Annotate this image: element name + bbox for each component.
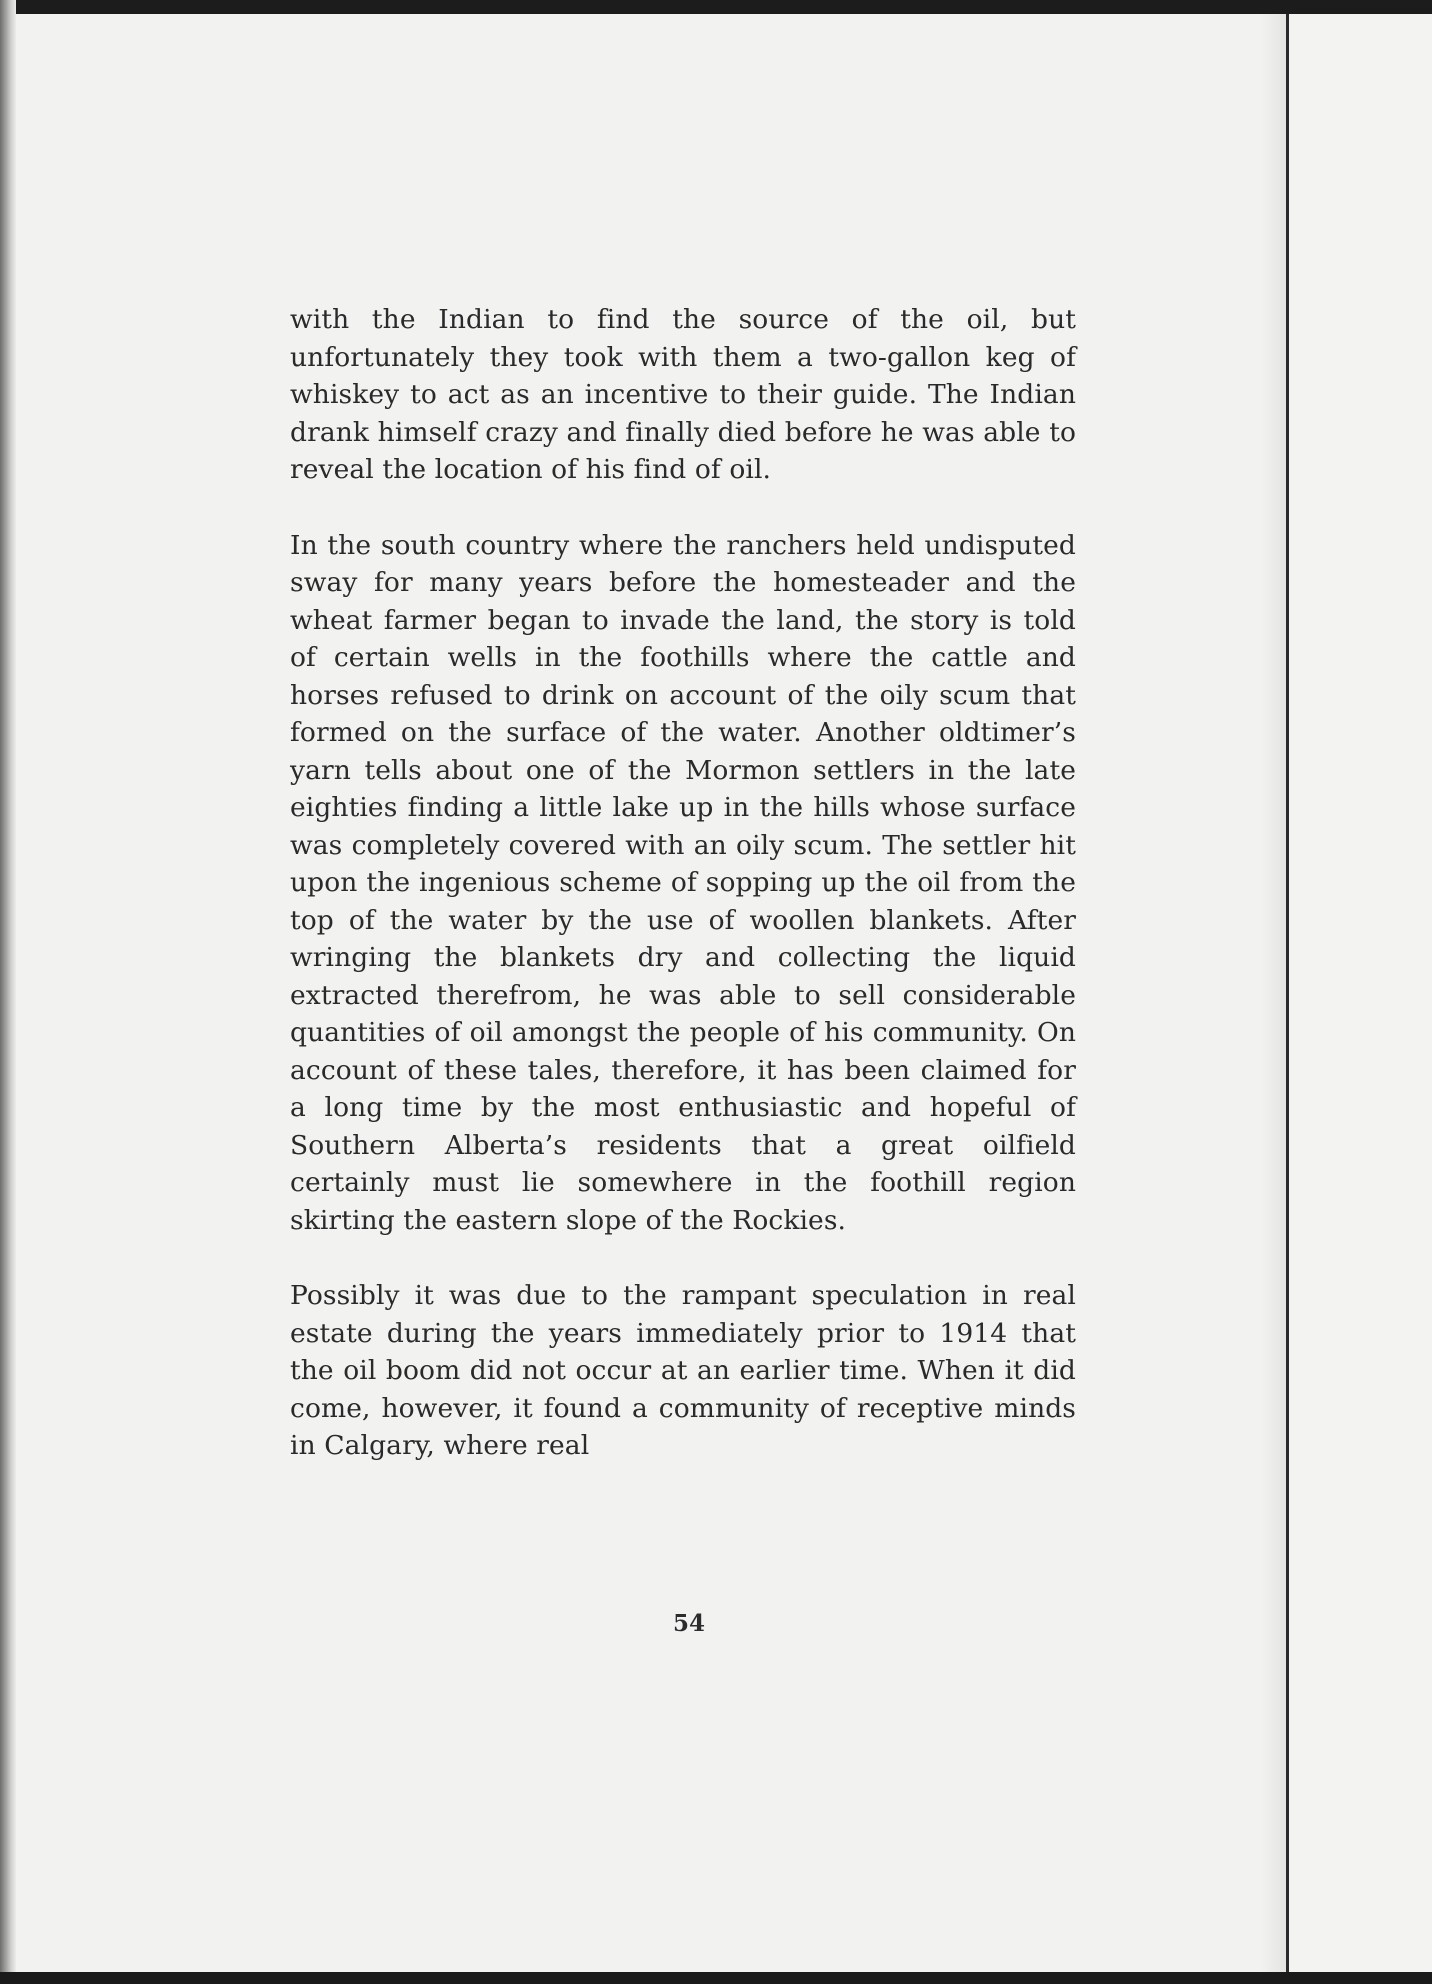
adjacent-page-edge bbox=[1289, 14, 1432, 1972]
scan-bottom-border bbox=[0, 1972, 1432, 1984]
book-spine-edge bbox=[0, 0, 16, 1984]
paragraph-1: with the Indian to find the source of the oil, but unfortunately they took with them a two-gallon keg of whiskey to act as an incentive to their guide. The Indian drank himself crazy and finally died before he was able to reveal the location of his find of oil. bbox=[290, 304, 1076, 485]
page-gutter-shadow bbox=[1260, 14, 1286, 1972]
scan-top-border bbox=[0, 0, 1432, 14]
paragraph-3: Possibly it was due to the rampant speculation in real estate during the years immediately prior to 1914 that the oil boom did not occur at an earlier time. When it did come, however, it found a community of receptive minds in Calgary, where real bbox=[290, 1280, 1076, 1461]
page-body bbox=[290, 301, 1076, 1503]
page-number: 54 bbox=[672, 1610, 705, 1637]
paragraph-2: In the south country where the ranchers held undisputed sway for many years before the homesteader and the wheat farmer began to invade the land, the story is told of certain wells in the foothills where the cattle and horses refused to drink on account of the oily scum that formed on the surface of the water. Another oldtimer’s yarn tells about one of the Mormon settlers in the late eighties finding a little lake up in the hills whose surface was completely covered with an oily scum. The settler hit upon the ingenious scheme of sopping up the oil from the top of the water by the use of woollen blankets. After wringing the blankets dry and collecting the liquid extracted therefrom, he was able to sell considerable quantities of oil amongst the people of his community. On account of these tales, therefore, it has been claimed for a long time by the most enthusiastic and hopeful of Southern Alberta’s residents that a great oilfield certainly must lie somewhere in the foothill region skirting the eastern slope of the Rockies. bbox=[290, 529, 1076, 1236]
